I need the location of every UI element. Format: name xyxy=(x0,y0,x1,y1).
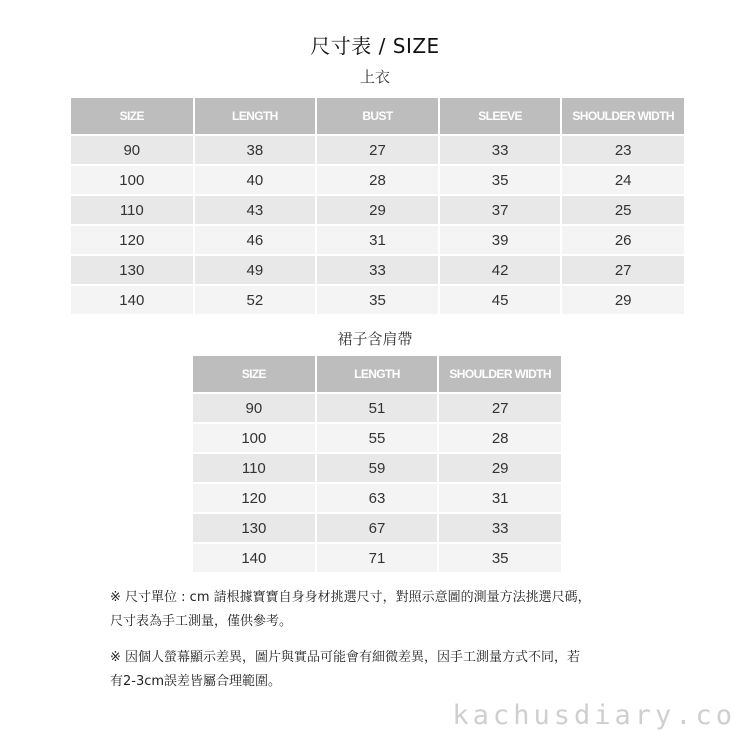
table-cell: 59 xyxy=(316,453,439,483)
table-cell: 46 xyxy=(194,225,317,255)
top-table-heading: 上衣 xyxy=(359,68,390,86)
table-cell: 140 xyxy=(193,543,316,573)
table-cell: 51 xyxy=(316,393,439,423)
note-line: ※ 因個人螢幕顯示差異，圖片與實品可能會有細微差異，因手工測量方式不同，若 xyxy=(110,650,581,665)
note-line: 有2-3cm誤差皆屬合理範圍。 xyxy=(110,674,282,689)
table-cell: 35 xyxy=(439,165,562,195)
table-row xyxy=(71,255,684,285)
table-header-row xyxy=(71,98,684,135)
column-header: SHOULDER WIDTH xyxy=(561,98,684,135)
watermark: kachusdiary.co xyxy=(452,700,736,731)
table-cell: 27 xyxy=(561,255,684,285)
table-cell: 42 xyxy=(439,255,562,285)
table-cell: 55 xyxy=(316,423,439,453)
column-header: BUST xyxy=(316,98,439,135)
table-header-row xyxy=(193,356,561,393)
table-cell: 28 xyxy=(438,423,561,453)
table-cell: 38 xyxy=(194,135,317,165)
table-cell: 140 xyxy=(71,285,194,315)
bottom-size-table xyxy=(193,356,561,574)
table-row xyxy=(71,225,684,255)
table-cell: 120 xyxy=(71,225,194,255)
table-cell: 130 xyxy=(71,255,194,285)
table-cell: 100 xyxy=(193,423,316,453)
table-cell: 27 xyxy=(438,393,561,423)
table-cell: 31 xyxy=(316,225,439,255)
measurement-note xyxy=(110,586,670,634)
table-cell: 29 xyxy=(316,195,439,225)
table-cell: 130 xyxy=(193,513,316,543)
table-cell: 40 xyxy=(194,165,317,195)
note-line: ※ 尺寸單位 : cm 請根據寶寶自身身材挑選尺寸，對照示意圖的測量方法挑選尺碼， xyxy=(110,590,591,605)
table-cell: 35 xyxy=(316,285,439,315)
table-cell: 90 xyxy=(71,135,194,165)
table-cell: 33 xyxy=(438,513,561,543)
table-cell: 90 xyxy=(193,393,316,423)
table-cell: 23 xyxy=(561,135,684,165)
table-cell: 110 xyxy=(71,195,194,225)
table-cell: 37 xyxy=(439,195,562,225)
column-header: SIZE xyxy=(193,356,316,393)
table-cell: 110 xyxy=(193,453,316,483)
column-header: SHOULDER WIDTH xyxy=(438,356,561,393)
table-row xyxy=(193,483,561,513)
table-cell: 31 xyxy=(438,483,561,513)
table-cell: 33 xyxy=(316,255,439,285)
table-cell: 29 xyxy=(561,285,684,315)
table-row xyxy=(193,543,561,573)
tolerance-note xyxy=(110,646,670,694)
table-cell: 28 xyxy=(316,165,439,195)
table-row xyxy=(71,285,684,315)
table-row xyxy=(193,393,561,423)
table-cell: 100 xyxy=(71,165,194,195)
table-row xyxy=(71,135,684,165)
table-cell: 45 xyxy=(439,285,562,315)
table-row xyxy=(71,165,684,195)
bottom-table-heading: 裙子含肩帶 xyxy=(337,330,413,348)
table-cell: 63 xyxy=(316,483,439,513)
table-cell: 67 xyxy=(316,513,439,543)
table-cell: 52 xyxy=(194,285,317,315)
table-cell: 49 xyxy=(194,255,317,285)
table-cell: 24 xyxy=(561,165,684,195)
table-cell: 26 xyxy=(561,225,684,255)
table-cell: 27 xyxy=(316,135,439,165)
table-row xyxy=(193,423,561,453)
table-cell: 25 xyxy=(561,195,684,225)
table-cell: 71 xyxy=(316,543,439,573)
column-header: LENGTH xyxy=(194,98,317,135)
table-cell: 39 xyxy=(439,225,562,255)
column-header: SIZE xyxy=(71,98,194,135)
table-cell: 43 xyxy=(194,195,317,225)
table-cell: 120 xyxy=(193,483,316,513)
column-header: LENGTH xyxy=(316,356,439,393)
page-title: 尺寸表 / SIZE xyxy=(310,34,440,58)
table-cell: 35 xyxy=(438,543,561,573)
table-row xyxy=(71,195,684,225)
top-size-table xyxy=(71,98,684,316)
table-cell: 33 xyxy=(439,135,562,165)
note-line: 尺寸表為手工測量，僅供參考。 xyxy=(110,614,293,629)
table-row xyxy=(193,453,561,483)
table-row xyxy=(193,513,561,543)
table-cell: 29 xyxy=(438,453,561,483)
column-header: SLEEVE xyxy=(439,98,562,135)
